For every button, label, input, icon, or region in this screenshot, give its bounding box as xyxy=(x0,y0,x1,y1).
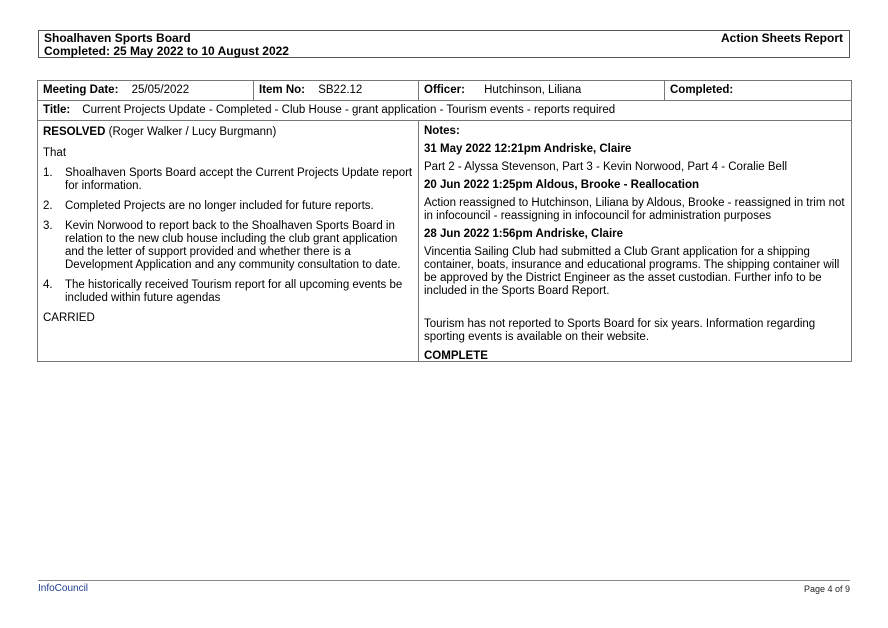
report-header xyxy=(38,30,850,58)
note-body: Vincentia Sailing Club had submitted a Club Grant application for a shipping container, boats, insurance and educational programs. The shipping container will be approved by the District Engineer as the asset custodian. Further info to be included in the Sports Board Report. xyxy=(424,246,840,297)
completed-cell xyxy=(665,81,851,100)
title-label: Title: xyxy=(43,104,71,116)
officer-label: Officer: xyxy=(424,84,465,96)
complete-status: COMPLETE xyxy=(424,350,488,362)
resolution-item: 3. Kevin Norwood to report back to the Shoalhaven Sports Board in relation to the new club house including the club grant application and the letter of support provided and whether there is a Development Application and any community consultation to date. xyxy=(43,220,401,271)
infocouncil-logo: InfoCouncil xyxy=(38,583,89,594)
meeting-date-value: 25/05/2022 xyxy=(131,84,190,96)
meeting-date-cell xyxy=(38,81,253,100)
resolution-outcome: CARRIED xyxy=(43,312,95,324)
board-title: Shoalhaven Sports Board xyxy=(44,31,191,45)
item-no-label: Item No: xyxy=(259,84,305,96)
resolution-section xyxy=(43,126,413,332)
tourism-note: Tourism has not reported to Sports Board for six years. Information regarding sporting events is available on their website. xyxy=(424,318,816,343)
completed-label: Completed: xyxy=(670,84,734,96)
title-row xyxy=(38,101,851,121)
resolution-list xyxy=(43,167,413,305)
page-number: Page 4 of 9 xyxy=(803,584,850,594)
officer-cell xyxy=(419,81,664,100)
footer-divider xyxy=(38,580,850,581)
officer-value: Hutchinson, Liliana xyxy=(484,84,582,96)
report-type: Action Sheets Report xyxy=(720,31,843,45)
resolution-item: 4. The historically received Tourism report for all upcoming events be included within future agendas xyxy=(43,279,403,304)
item-no-cell xyxy=(254,81,418,100)
resolution-item: 1. Shoalhaven Sports Board accept the Current Projects Update report for information. xyxy=(43,167,413,192)
note-heading: 31 May 2022 12:21pm Andriske, Claire xyxy=(424,143,632,155)
note-heading: 20 Jun 2022 1:25pm Aldous, Brooke - Reallocation xyxy=(424,179,700,191)
resolution-item: 2. Completed Projects are no longer included for future reports. xyxy=(43,200,374,212)
notes-section xyxy=(424,125,848,363)
resolution-that: That xyxy=(43,147,67,159)
title-value: Current Projects Update - Completed - Club House - grant application - Tourism events - reports required xyxy=(82,104,616,116)
notes-label: Notes: xyxy=(424,125,460,137)
note-body: Action reassigned to Hutchinson, Liliana by Aldous, Brooke - reassigned in trim not in infocouncil - reassigning in infocouncil for administration purposes xyxy=(424,197,845,222)
resolution-movers: (Roger Walker / Lucy Burgmann) xyxy=(105,126,277,138)
action-sheet-table xyxy=(37,80,852,362)
item-no-value: SB22.12 xyxy=(318,84,363,96)
note-heading: 28 Jun 2022 1:56pm Andriske, Claire xyxy=(424,228,624,240)
resolved-label: RESOLVED xyxy=(43,126,106,138)
meta-row xyxy=(38,81,851,101)
meeting-date-label: Meeting Date: xyxy=(43,84,119,96)
note-body: Part 2 - Alyssa Stevenson, Part 3 - Kevin Norwood, Part 4 - Coralie Bell xyxy=(424,161,788,173)
date-range: Completed: 25 May 2022 to 10 August 2022 xyxy=(44,44,289,58)
